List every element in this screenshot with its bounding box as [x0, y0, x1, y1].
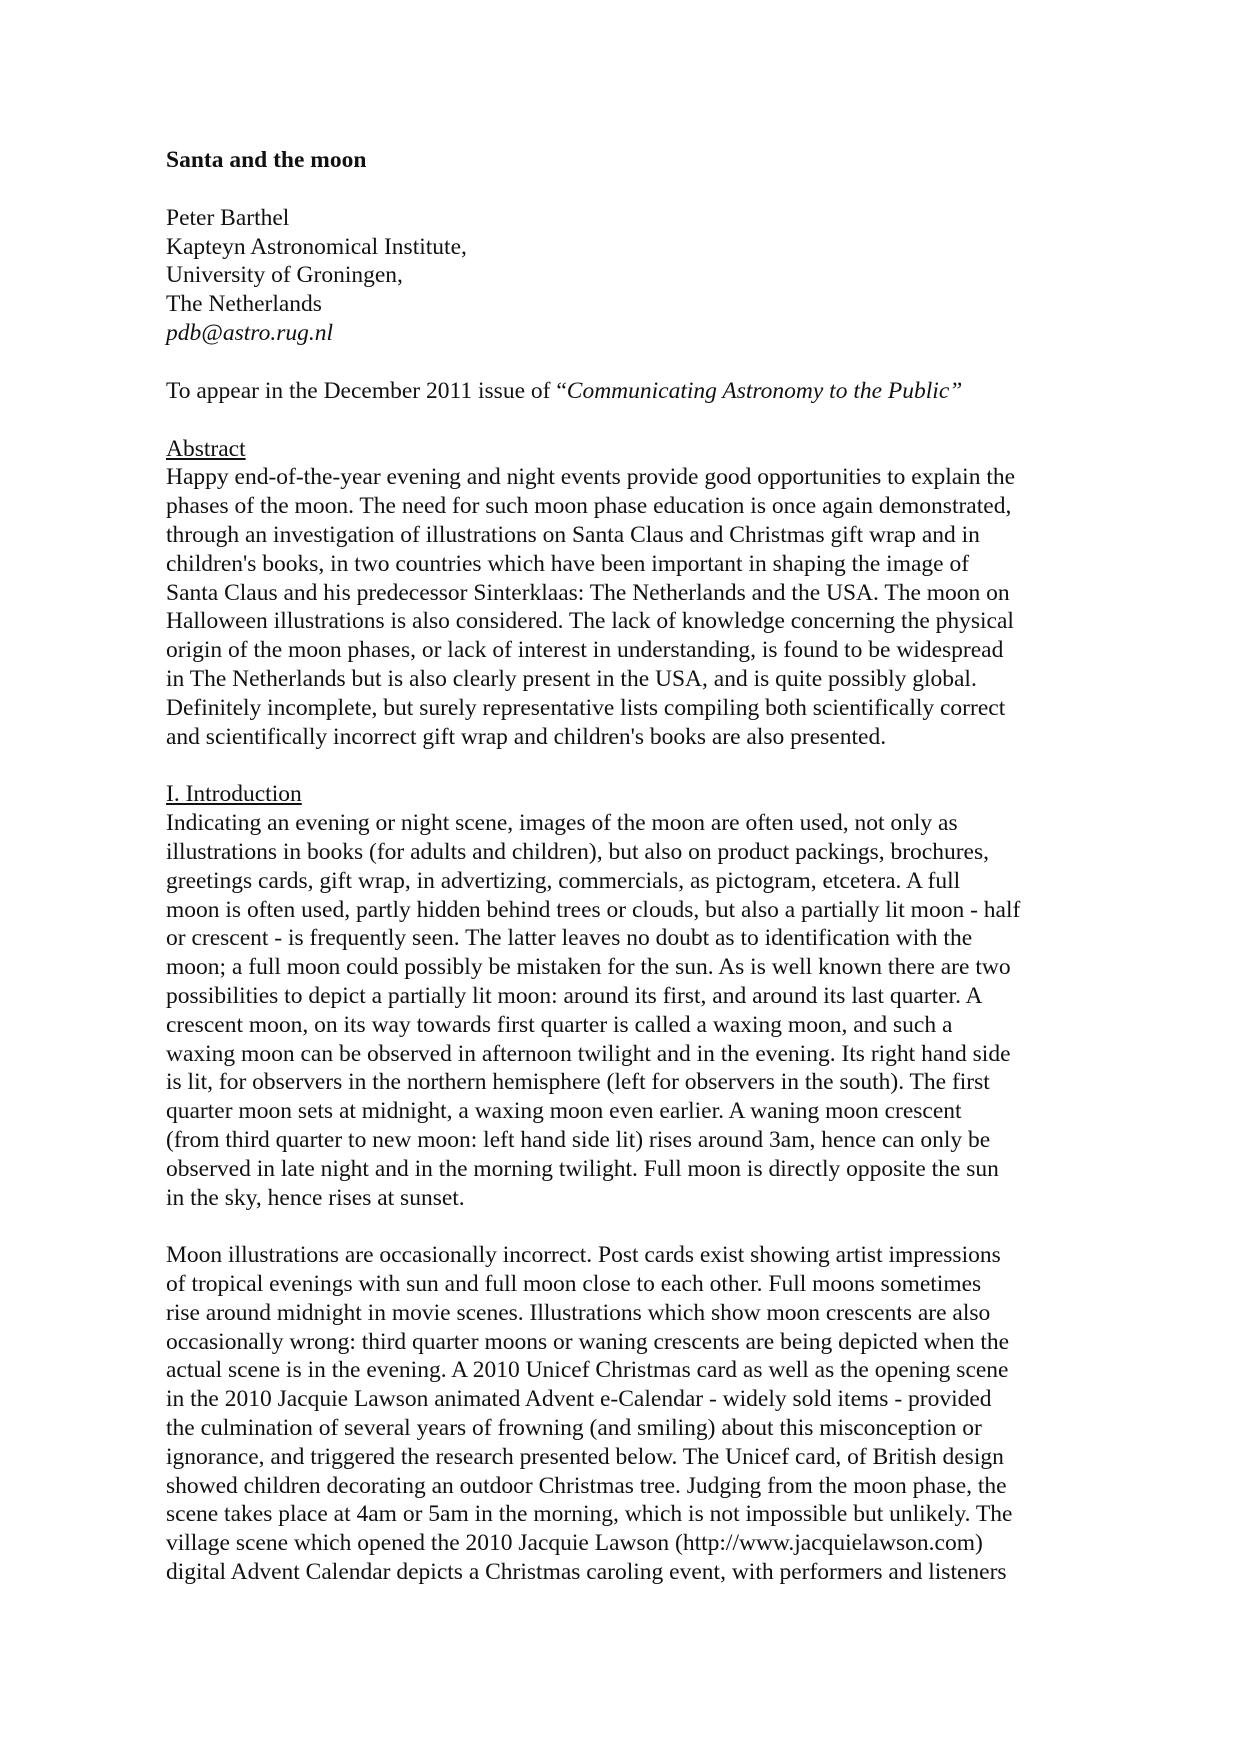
intro-line: moon; a full moon could possibly be mistaken for the sun. As is well known there are two — [166, 954, 1011, 981]
affiliation-line: University of Groningen, — [166, 262, 403, 289]
intro-line: of tropical evenings with sun and full moon close to each other. Full moons sometimes — [166, 1271, 982, 1298]
intro-line: observed in late night and in the morning twilight. Full moon is directly opposite the sun — [166, 1155, 999, 1182]
intro-line: possibilities to depict a partially lit moon: around its first, and around its last quarter. A — [166, 982, 983, 1009]
abstract-line: origin of the moon phases, or lack of interest in understanding, is found to be widespread — [166, 637, 1004, 664]
intro-line: in the sky, hence rises at sunset. — [166, 1184, 465, 1211]
publication-note-prefix: To appear in the December 2011 issue of “ — [166, 377, 567, 404]
paper-title: Santa and the moon — [166, 147, 367, 173]
intro-line: in the 2010 Jacquie Lawson animated Advent e-Calendar - widely sold items - provided — [166, 1386, 992, 1413]
intro-line: actual scene is in the evening. A 2010 Unicef Christmas card as well as the opening scene — [166, 1357, 1009, 1384]
abstract-line: Definitely incomplete, but surely representative lists compiling both scientifically correct — [166, 694, 1006, 721]
intro-line: or crescent - is frequently seen. The latter leaves no doubt as to identification with the — [166, 925, 973, 952]
abstract-line: through an investigation of illustrations on Santa Claus and Christmas gift wrap and in — [166, 521, 980, 548]
intro-line: Indicating an evening or night scene, images of the moon are often used, not only as — [166, 810, 958, 837]
abstract-line: phases of the moon. The need for such moon phase education is once again demonstrated, — [166, 493, 1012, 520]
author-name: Peter Barthel — [166, 204, 290, 231]
intro-line: rise around midnight in movie scenes. Illustrations which show moon crescents are also — [166, 1299, 991, 1326]
author-block — [166, 204, 1096, 348]
abstract-line: and scientifically incorrect gift wrap and children's books are also presented. — [166, 723, 887, 750]
abstract-heading: Abstract — [166, 435, 246, 462]
publication-venue: Communicating Astronomy to the Public” — [566, 377, 963, 404]
intro-line: the culmination of several years of frowning (and smiling) about this misconception or — [166, 1415, 982, 1442]
intro-line: (from third quarter to new moon: left hand side lit) rises around 3am, hence can only be — [166, 1126, 991, 1153]
abstract-section — [166, 435, 1096, 752]
abstract-line: Santa Claus and his predecessor Sinterklaas: The Netherlands and the USA. The moon on — [166, 579, 1010, 606]
abstract-line: children's books, in two countries which have been important in shaping the image of — [166, 550, 970, 577]
publication-note — [166, 377, 1096, 406]
abstract-line: in The Netherlands but is also clearly present in the USA, and is quite possibly global. — [166, 665, 977, 692]
introduction-heading: I. Introduction — [166, 781, 302, 808]
affiliation-line: Kapteyn Astronomical Institute, — [166, 233, 467, 260]
affiliation-line: The Netherlands — [166, 291, 322, 318]
intro-line: ignorance, and triggered the research presented below. The Unicef card, of British design — [166, 1443, 1004, 1470]
introduction-paragraph-2 — [166, 1241, 1096, 1587]
intro-line: quarter moon sets at midnight, a waxing moon even earlier. A waning moon crescent — [166, 1098, 962, 1125]
intro-line: crescent moon, on its way towards first quarter is called a waxing moon, and such a — [166, 1011, 953, 1038]
intro-line: occasionally wrong: third quarter moons or waning crescents are being depicted when the — [166, 1328, 1010, 1355]
intro-line: digital Advent Calendar depicts a Christmas caroling event, with performers and listeners — [166, 1559, 1007, 1586]
intro-line: Moon illustrations are occasionally incorrect. Post cards exist showing artist impressions — [166, 1242, 1001, 1269]
intro-line: greetings cards, gift wrap, in advertizing, commercials, as pictogram, etcetera. A full — [166, 867, 961, 894]
introduction-paragraph-1 — [166, 780, 1096, 1212]
intro-line: scene takes place at 4am or 5am in the morning, which is not impossible but unlikely. The — [166, 1501, 1013, 1528]
intro-line: is lit, for observers in the northern hemisphere (left for observers in the south). The first — [166, 1069, 990, 1096]
author-email: pdb@astro.rug.nl — [166, 319, 333, 346]
abstract-line: Halloween illustrations is also considered. The lack of knowledge concerning the physical — [166, 608, 1014, 635]
intro-line: showed children decorating an outdoor Christmas tree. Judging from the moon phase, the — [166, 1472, 1007, 1499]
intro-line: village scene which opened the 2010 Jacquie Lawson (http://www.jacquielawson.com) — [166, 1530, 983, 1557]
paper-page — [166, 146, 1096, 1616]
intro-line: moon is often used, partly hidden behind trees or clouds, but also a partially lit moon - half — [166, 896, 1021, 923]
intro-line: illustrations in books (for adults and children), but also on product packings, brochures, — [166, 838, 989, 865]
intro-line: waxing moon can be observed in afternoon twilight and in the evening. Its right hand side — [166, 1040, 1011, 1067]
abstract-line: Happy end-of-the-year evening and night events provide good opportunities to explain the — [166, 464, 1016, 491]
